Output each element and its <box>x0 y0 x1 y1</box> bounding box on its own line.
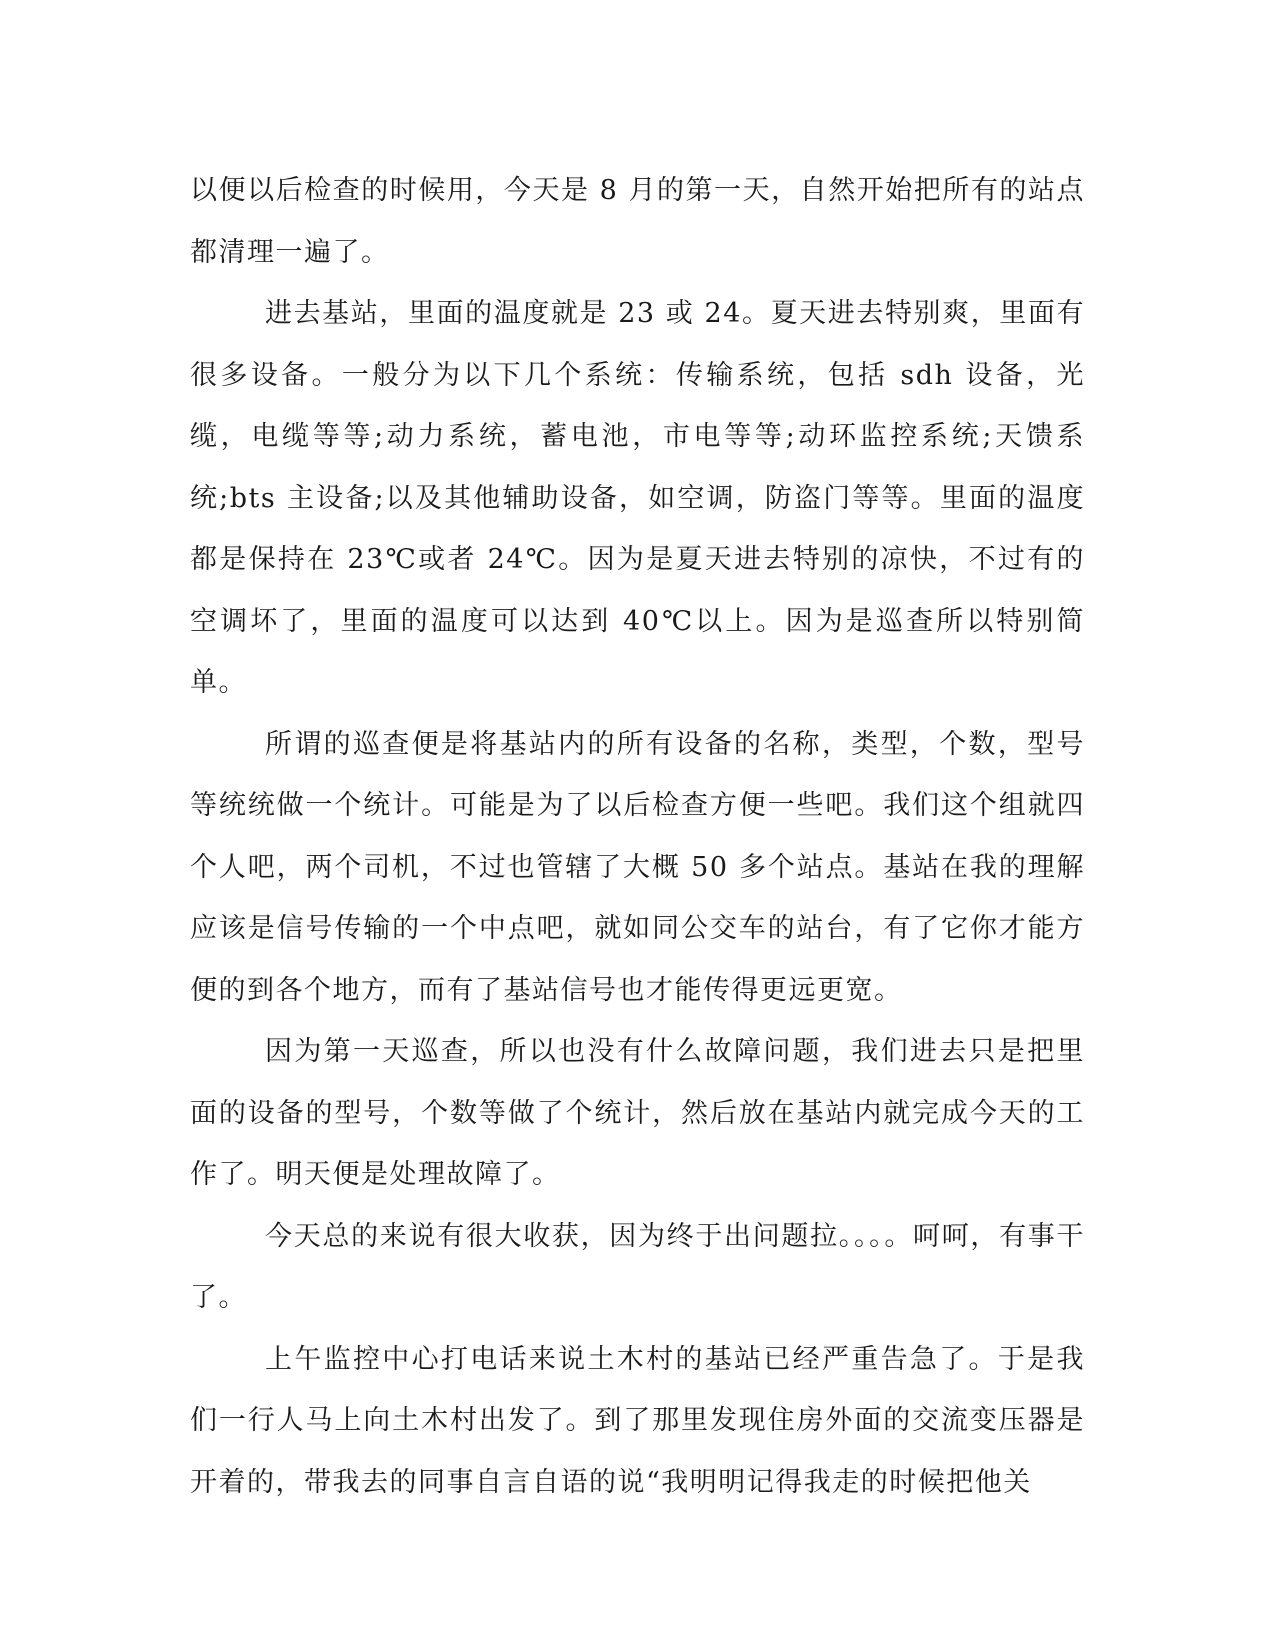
paragraph-6: 上午监控中心打电话来说土木村的基站已经严重告急了。于是我们一行人马上向土木村出发了。到了那里发现住房外面的交流变压器是开着的，带我去的同事自言自语的说“我明明记得我走的时候把他关 <box>190 1343 1085 1498</box>
paragraph-4: 因为第一天巡查，所以也没有什么故障问题，我们进去只是把里面的设备的型号，个数等做了个统计，然后放在基站内就完成今天的工作了。明天便是处理故障了。 <box>190 1036 1085 1190</box>
paragraph-3: 所谓的巡查便是将基站内的所有设备的名称，类型，个数，型号等统统做一个统计。可能是为了以后检查方便一些吧。我们这个组就四个人吧，两个司机，不过也管辖了大概 50 多个站点。基站在我的理解应该是信号传输的一个中点吧，就如同公交车的站台，有了它你才能方便的到各个地方，而有了基站信号也才能传得更远更宽。 <box>190 728 1085 1006</box>
paragraph-1: 以便以后检查的时候用，今天是 8 月的第一天，自然开始把所有的站点都清理一遍了。 <box>190 175 1085 268</box>
paragraph-2: 进去基站，里面的温度就是 23 或 24。夏天进去特别爽，里面有很多设备。一般分为以下几个系统：传输系统，包括 sdh 设备，光缆，电缆等等;动力系统，蓄电池，市电等等;动环监控系统;天馈系统;bts 主设备;以及其他辅助设备，如空调，防盗门等等。里面的温度都是保持在 23℃或者 24℃。因为是夏天进去特别的凉快，不过有的空调坏了，里面的温度可以达到 40℃以上。因为是巡查所以特别简单。 <box>190 298 1085 698</box>
paragraph-5: 今天总的来说有很大收获，因为终于出问题拉。。。。呵呵，有事干了。 <box>190 1220 1085 1313</box>
document-body <box>190 160 1085 1513</box>
